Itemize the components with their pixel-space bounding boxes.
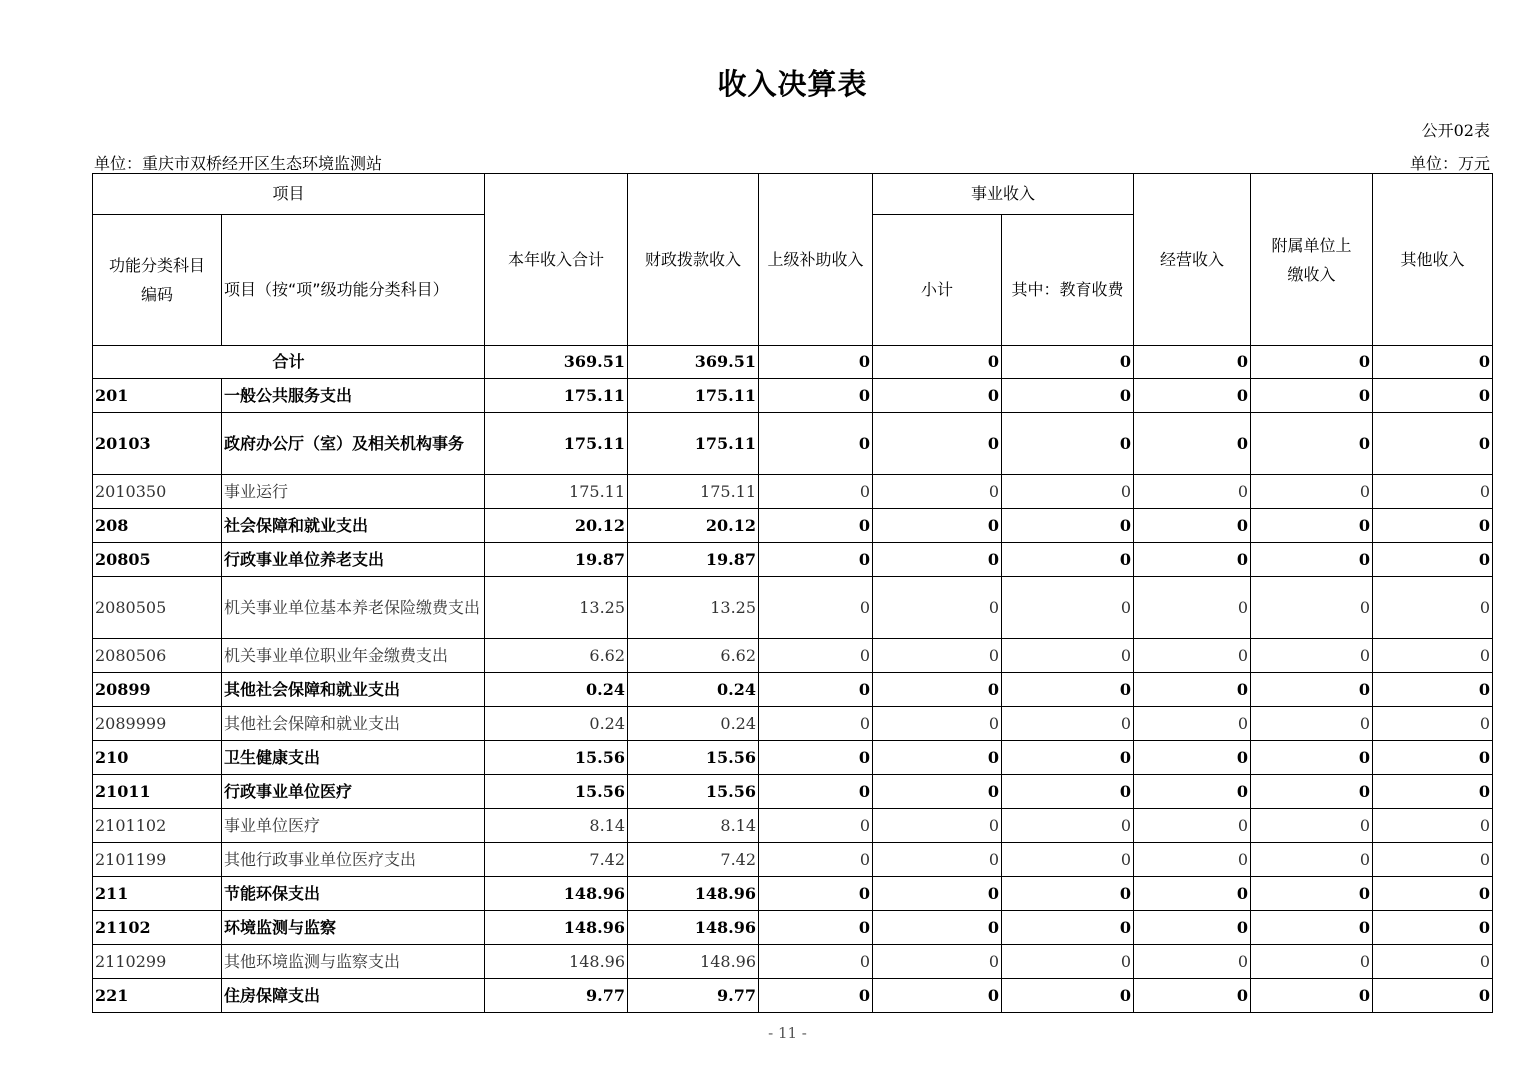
table-row [93,877,1493,911]
row-value: 0 [1373,911,1493,945]
row-value: 0 [759,509,873,543]
row-value: 0 [1373,707,1493,741]
row-value: 0 [1251,543,1373,577]
row-value: 0 [1373,877,1493,911]
row-value: 0 [1002,475,1134,509]
row-value: 175.11 [485,475,628,509]
row-value: 0.24 [628,673,759,707]
row-value: 0 [1251,741,1373,775]
row-value: 0 [759,577,873,639]
row-value: 13.25 [628,577,759,639]
table-row [93,509,1493,543]
row-value: 0 [759,673,873,707]
row-value: 0 [1134,475,1251,509]
row-value: 0 [1002,877,1134,911]
table-row [93,379,1493,413]
row-value: 0 [873,775,1002,809]
table-row [93,809,1493,843]
row-value: 20.12 [628,509,759,543]
row-value: 0 [1373,509,1493,543]
row-value: 0 [1251,673,1373,707]
row-value: 0 [759,775,873,809]
row-name: 住房保障支出 [222,979,485,1013]
row-value: 0 [1002,775,1134,809]
row-value: 0 [873,379,1002,413]
reporting-unit: 单位：重庆市双桥经开区生态环境监测站 [94,154,383,173]
row-name: 卫生健康支出 [222,741,485,775]
row-value: 175.11 [485,379,628,413]
row-value: 0 [873,877,1002,911]
row-code: 208 [93,509,222,543]
row-code: 2010350 [93,475,222,509]
row-value: 0 [759,475,873,509]
row-value: 7.42 [628,843,759,877]
row-value: 175.11 [628,475,759,509]
row-name: 机关事业单位基本养老保险缴费支出 [222,577,485,639]
row-value: 0 [759,639,873,673]
row-value: 175.11 [628,413,759,475]
total-value: 0 [1134,346,1251,379]
row-value: 0 [1134,741,1251,775]
row-value: 0 [1251,379,1373,413]
row-value: 148.96 [628,945,759,979]
row-value: 148.96 [628,877,759,911]
row-code: 2080505 [93,577,222,639]
row-value: 0 [1373,673,1493,707]
row-value: 0 [1002,543,1134,577]
row-value: 8.14 [628,809,759,843]
total-value: 0 [1373,346,1493,379]
header-name: 项目（按“项”级功能分类科目） [222,215,485,346]
row-value: 0 [1134,413,1251,475]
row-value: 0 [1134,673,1251,707]
row-value: 0 [1373,775,1493,809]
table-row [93,577,1493,639]
row-value: 0 [1134,379,1251,413]
total-value: 0 [759,346,873,379]
row-value: 0 [873,543,1002,577]
row-name: 一般公共服务支出 [222,379,485,413]
row-code: 210 [93,741,222,775]
row-value: 0 [873,509,1002,543]
row-value: 0 [1251,639,1373,673]
row-name: 社会保障和就业支出 [222,509,485,543]
row-value: 0 [759,979,873,1013]
row-value: 9.77 [628,979,759,1013]
row-value: 0 [1251,911,1373,945]
row-value: 0 [1134,843,1251,877]
row-value: 0 [1251,509,1373,543]
row-value: 0 [1002,741,1134,775]
table-row [93,673,1493,707]
table-row [93,543,1493,577]
row-value: 0 [1002,673,1134,707]
table-row [93,707,1493,741]
row-value: 0 [1134,775,1251,809]
row-value: 0 [1251,707,1373,741]
row-value: 0 [1002,413,1134,475]
row-value: 0 [873,741,1002,775]
row-value: 0 [873,911,1002,945]
row-value: 6.62 [485,639,628,673]
row-value: 0 [1373,945,1493,979]
total-value: 0 [873,346,1002,379]
row-value: 0 [873,413,1002,475]
header-affiliated: 附属单位上缴收入 [1251,174,1373,346]
row-code: 211 [93,877,222,911]
row-value: 0 [759,877,873,911]
row-value: 0 [1134,707,1251,741]
row-value: 0 [1373,413,1493,475]
row-value: 148.96 [628,911,759,945]
row-name: 环境监测与监察 [222,911,485,945]
row-value: 0 [1373,639,1493,673]
row-value: 0 [1134,911,1251,945]
row-value: 0 [1373,809,1493,843]
row-value: 20.12 [485,509,628,543]
table-row [93,945,1493,979]
row-value: 0 [1251,475,1373,509]
row-value: 0 [759,843,873,877]
income-table [92,173,1493,1013]
row-value: 148.96 [485,945,628,979]
total-row [93,346,1493,379]
row-value: 0 [873,843,1002,877]
table-row [93,843,1493,877]
row-value: 0 [1134,877,1251,911]
row-value: 0 [1002,509,1134,543]
row-value: 0.24 [485,707,628,741]
row-value: 0 [759,379,873,413]
row-value: 0.24 [485,673,628,707]
row-value: 0 [759,413,873,475]
row-value: 9.77 [485,979,628,1013]
table-row [93,911,1493,945]
row-code: 2080506 [93,639,222,673]
row-code: 201 [93,379,222,413]
row-value: 0 [1251,577,1373,639]
row-name: 行政事业单位医疗 [222,775,485,809]
row-value: 15.56 [485,775,628,809]
row-value: 0 [1002,945,1134,979]
row-value: 0 [1373,543,1493,577]
row-value: 0 [759,809,873,843]
page-number: - 11 - [768,1024,807,1042]
row-value: 0 [1251,877,1373,911]
row-code: 2101199 [93,843,222,877]
header-code: 功能分类科目编码 [93,215,222,346]
row-value: 175.11 [628,379,759,413]
row-value: 0 [759,911,873,945]
page-title: 收入决算表 [717,67,868,101]
row-name: 节能环保支出 [222,877,485,911]
row-value: 6.62 [628,639,759,673]
total-value: 369.51 [485,346,628,379]
row-value: 0 [1134,577,1251,639]
row-value: 0 [759,741,873,775]
table-row [93,413,1493,475]
row-value: 0 [1134,543,1251,577]
row-value: 0 [1373,741,1493,775]
table-row [93,775,1493,809]
row-value: 0 [1002,979,1134,1013]
header-operating: 经营收入 [1134,174,1251,346]
header-total: 本年收入合计 [485,174,628,346]
row-code: 2101102 [93,809,222,843]
row-value: 0 [1251,809,1373,843]
header-row-1 [93,174,1493,215]
row-value: 0 [1373,979,1493,1013]
header-fiscal: 财政拨款收入 [628,174,759,346]
row-value: 19.87 [628,543,759,577]
row-value: 0 [1373,577,1493,639]
row-value: 0 [1134,509,1251,543]
row-value: 0 [1373,379,1493,413]
row-value: 19.87 [485,543,628,577]
row-code: 20899 [93,673,222,707]
row-value: 0 [1002,911,1134,945]
row-value: 13.25 [485,577,628,639]
row-value: 0 [873,673,1002,707]
row-value: 0 [1251,413,1373,475]
row-value: 0 [1134,639,1251,673]
row-value: 7.42 [485,843,628,877]
total-value: 0 [1002,346,1134,379]
total-value: 0 [1251,346,1373,379]
row-name: 事业单位医疗 [222,809,485,843]
table-row [93,639,1493,673]
header-superior: 上级补助收入 [759,174,873,346]
row-value: 15.56 [485,741,628,775]
row-value: 148.96 [485,877,628,911]
table-row [93,741,1493,775]
row-value: 148.96 [485,911,628,945]
row-value: 0 [1251,843,1373,877]
row-value: 0 [1002,379,1134,413]
header-item: 项目 [93,174,485,215]
row-value: 0 [1134,809,1251,843]
row-value: 0 [1251,945,1373,979]
row-value: 175.11 [485,413,628,475]
header-other: 其他收入 [1373,174,1493,346]
row-value: 0 [1002,843,1134,877]
row-value: 0 [1373,843,1493,877]
row-value: 0 [1251,775,1373,809]
row-code: 2110299 [93,945,222,979]
row-value: 0 [1002,809,1134,843]
total-value: 369.51 [628,346,759,379]
row-value: 0 [759,945,873,979]
row-value: 0 [1134,945,1251,979]
row-value: 0 [873,809,1002,843]
row-value: 0 [1002,639,1134,673]
row-name: 其他社会保障和就业支出 [222,707,485,741]
row-name: 机关事业单位职业年金缴费支出 [222,639,485,673]
row-code: 20805 [93,543,222,577]
row-value: 0 [1251,979,1373,1013]
row-value: 8.14 [485,809,628,843]
table-row [93,475,1493,509]
row-value: 15.56 [628,741,759,775]
row-code: 21102 [93,911,222,945]
row-value: 0.24 [628,707,759,741]
table-row [93,979,1493,1013]
row-value: 0 [873,707,1002,741]
row-code: 21011 [93,775,222,809]
row-value: 0 [873,577,1002,639]
row-value: 0 [1002,707,1134,741]
header-business: 事业收入 [873,174,1134,215]
row-value: 0 [1134,979,1251,1013]
row-name: 事业运行 [222,475,485,509]
row-code: 20103 [93,413,222,475]
header-education: 其中：教育收费 [1002,215,1134,346]
row-name: 行政事业单位养老支出 [222,543,485,577]
form-number: 公开02表 [1421,121,1490,140]
row-value: 0 [873,475,1002,509]
row-code: 221 [93,979,222,1013]
row-value: 0 [873,945,1002,979]
row-name: 其他环境监测与监察支出 [222,945,485,979]
row-value: 15.56 [628,775,759,809]
row-code: 2089999 [93,707,222,741]
total-label: 合计 [93,346,485,379]
row-value: 0 [1002,577,1134,639]
row-name: 其他行政事业单位医疗支出 [222,843,485,877]
row-value: 0 [1373,475,1493,509]
currency-unit: 单位：万元 [1409,154,1490,173]
header-subtotal: 小计 [873,215,1002,346]
row-name: 政府办公厅（室）及相关机构事务 [222,413,485,475]
row-value: 0 [759,543,873,577]
row-name: 其他社会保障和就业支出 [222,673,485,707]
row-value: 0 [873,979,1002,1013]
row-value: 0 [759,707,873,741]
row-value: 0 [873,639,1002,673]
